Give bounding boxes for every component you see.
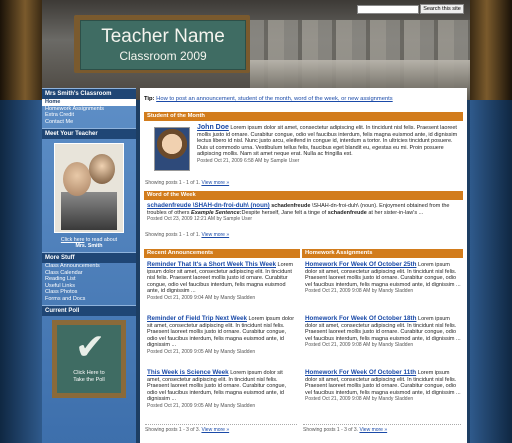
poll-label-line-1: Click Here to	[73, 370, 105, 376]
poll-button[interactable]	[52, 320, 126, 398]
homework-post-3	[305, 370, 461, 403]
student-showing-text: Showing posts 1 - 1 of 1.	[145, 180, 201, 186]
homework-divider	[303, 424, 461, 425]
announcement-body-3: Lorem ipsum dolor sit amet, consectetur adipiscing elit. In tincidunt nisl felis. Praesent laoreet mollis justo id ornare. Curabitur congue, odio vel faucibus interdum, felis magna euismod ante, id dignissim ...	[147, 370, 287, 403]
more-stuff-heading: More Stuff	[42, 252, 136, 263]
homework-heading: Homework Assignments	[302, 249, 463, 258]
photo-figure-child	[63, 162, 91, 196]
announcements-view-more[interactable]: View more »	[201, 427, 230, 433]
read-about-text: to read about	[84, 237, 118, 243]
read-about-teacher	[42, 237, 136, 249]
sidebar	[42, 88, 136, 443]
sidebar-item-useful-links[interactable]: Useful Links	[45, 282, 75, 289]
announcement-post-3	[147, 370, 297, 410]
word-term: schadenfreude	[271, 203, 311, 209]
word-showing-text: Showing posts 1 - 1 of 1.	[145, 232, 201, 238]
homework-meta-2: Posted Oct 21, 2009 9:08 AM by Mandy Sladden	[305, 342, 414, 349]
sidebar-nav	[42, 99, 136, 125]
student-showing	[145, 180, 229, 186]
announcements-heading: Recent Announcements	[144, 249, 300, 258]
word-example-term: schadenfreude	[327, 209, 367, 216]
poll-chalkboard	[57, 325, 121, 393]
header-frame-left	[0, 0, 42, 100]
word-example-text: Despite herself, Jane felt a tinge of	[241, 209, 328, 216]
announcement-title-3[interactable]: This Week is Science Week	[147, 369, 229, 376]
site-subtitle: Classroom 2009	[119, 49, 207, 63]
site-title: Teacher Name	[101, 26, 225, 47]
announcement-meta-2: Posted Oct 21, 2009 9:05 AM by Mandy Sladden	[147, 348, 256, 355]
homework-title-1[interactable]: Homework For Week Of October 25th	[305, 261, 417, 268]
teacher-name: Mrs. Smith	[75, 243, 103, 249]
homework-meta-3: Posted Oct 21, 2009 9:08 AM by Mandy Sladden	[305, 396, 414, 403]
search-button[interactable]: Search this site	[420, 4, 464, 14]
homework-view-more[interactable]: View more »	[359, 427, 388, 433]
homework-body-2: Lorem ipsum dolor sit amet, consectetur adipiscing elit. In tincidunt nisl felis. Praesent laoreet mollis justo id ornare. Curabitur congue, odio vel faucibus interdum, felis magna euismod ante, id dignissim ...	[305, 316, 461, 342]
word-example-label: Example Sentence:	[191, 209, 242, 216]
tip-link[interactable]: How to post an announcement, student of the month, word of the week, or new assignments	[156, 96, 393, 102]
announcement-body-2: Lorem ipsum dolor sit amet, consectetur adipiscing elit. In tincidunt nisl felis. Praesent laoreet mollis justo id ornare. Curabitur congue, odio vel faucibus interdum, felis magna euismod ante, id dignissim ...	[147, 316, 295, 349]
announcement-title-2[interactable]: Reminder of Field Trip Next Week	[147, 315, 247, 322]
word-pron: \SHAH-dn-froi-duh\ (noun)	[311, 203, 377, 209]
page-frame-left	[0, 100, 42, 443]
photo-figure-adult	[89, 154, 115, 184]
homework-title-2[interactable]: Homework For Week Of October 18th	[305, 315, 417, 322]
word-showing	[145, 232, 229, 238]
homework-body-1: Lorem ipsum dolor sit amet, consectetur adipiscing elit. In tincidunt nisl felis. Praesent laoreet mollis justo id ornare. Curabitur congue, odio vel faucibus interdum, felis magna euismod ante, id dignissim ...	[305, 262, 461, 288]
sidebar-heading: Mrs Smith's Classroom	[42, 88, 136, 99]
student-post	[197, 125, 461, 165]
page-frame-right	[470, 100, 512, 443]
homework-post-2	[305, 316, 461, 349]
word-definition: . Enjoyment obtained from the troubles of others	[147, 203, 450, 216]
chalkboard-banner	[74, 15, 250, 73]
announcement-meta-3: Posted Oct 21, 2009 9:05 AM by Mandy Sladden	[147, 402, 256, 409]
student-view-more[interactable]: View more »	[201, 180, 230, 186]
poll-heading: Current Poll	[42, 305, 136, 316]
word-meta: Posted Oct 23, 2009 12:21 AM by Sample User	[147, 216, 253, 223]
more-stuff-list	[42, 263, 136, 302]
student-of-month-heading: Student of the Month	[144, 112, 463, 121]
word-post	[147, 203, 460, 223]
sidebar-item-reading-list[interactable]: Reading List	[45, 276, 76, 282]
homework-showing	[303, 427, 387, 433]
chalkboard-surface	[80, 20, 246, 70]
announcements-divider	[145, 424, 297, 425]
teacher-heading: Meet Your Teacher	[42, 128, 136, 139]
announcements-showing	[145, 427, 229, 433]
student-meta: Posted Oct 21, 2009 6:58 AM by Sample User	[197, 157, 300, 164]
homework-post-1	[305, 262, 461, 295]
sidebar-item-announcements[interactable]: Class Announcements	[45, 263, 100, 269]
student-name-link[interactable]: John Doe	[197, 124, 229, 131]
homework-title-3[interactable]: Homework For Week Of October 11th	[305, 369, 417, 376]
homework-body-3: Lorem ipsum dolor sit amet, consectetur adipiscing elit. In tincidunt nisl felis. Praesent laoreet mollis justo id ornare. Curabitur congue, odio vel faucibus interdum, felis magna euismod ante, id dignissim ...	[305, 370, 461, 396]
announcement-body-1: Lorem ipsum dolor sit amet, consectetur adipiscing elit. In tincidunt nisl felis. Praesent laoreet mollis justo id ornare. Curabitur congue, odio vel faucibus interdum, felis magna euismod ante, id dignissim ...	[147, 262, 294, 295]
homework-showing-text: Showing posts 1 - 3 of 3.	[303, 427, 359, 433]
site-header	[0, 0, 512, 100]
homework-meta-1: Posted Oct 21, 2009 9:08 AM by Mandy Sladden	[305, 288, 414, 295]
tip-label: Tip:	[144, 96, 155, 102]
sidebar-item-contact[interactable]: Contact Me	[45, 118, 74, 125]
teacher-photo[interactable]	[54, 143, 124, 233]
read-about-link[interactable]: Click here	[60, 237, 85, 243]
word-example-tail: at her sister-in-law's ...	[366, 209, 424, 216]
announcement-title-1[interactable]: Reminder That It's a Short Week This Week	[147, 261, 276, 268]
word-view-more[interactable]: View more »	[201, 232, 230, 238]
sidebar-item-extra-credit[interactable]: Extra Credit	[45, 112, 75, 118]
sidebar-item-calendar[interactable]: Class Calendar	[45, 269, 83, 276]
announcement-meta-1: Posted Oct 21, 2009 9:04 AM by Mandy Sladden	[147, 294, 256, 301]
word-of-week-heading: Word of the Week	[144, 191, 463, 200]
announcement-post-1	[147, 262, 297, 302]
student-photo	[154, 127, 190, 171]
main-content	[140, 88, 467, 443]
poll-label-line-2: Take the Poll	[73, 377, 105, 383]
photo-figure-body	[61, 192, 117, 230]
sidebar-item-home[interactable]: Home	[42, 99, 136, 106]
sidebar-item-homework[interactable]: Homework Assignments	[45, 105, 104, 112]
header-frame-right	[470, 0, 512, 100]
student-body: Lorem ipsum dolor sit amet, consectetur adipiscing elit. In tincidunt nisl felis. Praesent laoreet mollis justo id ornare. Curabitur congue, odio vel faucibus interdum, felis magna euismod ante, id dignissim lectus libero id nisl. Nunc justo arcu, eleifend in congue id, interdum a tortor. In ultricies tincidunt posuere. Duis ut commodo urna. Vestibulum tellus felis, faucibus eget blandit eu, egestas eu mi. Proin posuere adipiscing mollis. Nam sit amet neque erat. Nulla ac fringilla est.	[197, 125, 458, 158]
sidebar-item-class-photos[interactable]: Class Photos	[45, 289, 78, 295]
checkmark-icon: ✔	[75, 326, 106, 367]
word-title-link[interactable]: schadenfreude \SHAH-dn-froi-duh\ (noun)	[147, 202, 270, 209]
announcement-post-2	[147, 316, 297, 356]
poll-label	[57, 370, 121, 384]
search-input[interactable]	[357, 5, 419, 14]
tip-bar	[144, 96, 464, 102]
sidebar-item-forms[interactable]: Forms and Docs	[45, 295, 86, 302]
announcements-showing-text: Showing posts 1 - 3 of 3.	[145, 427, 201, 433]
